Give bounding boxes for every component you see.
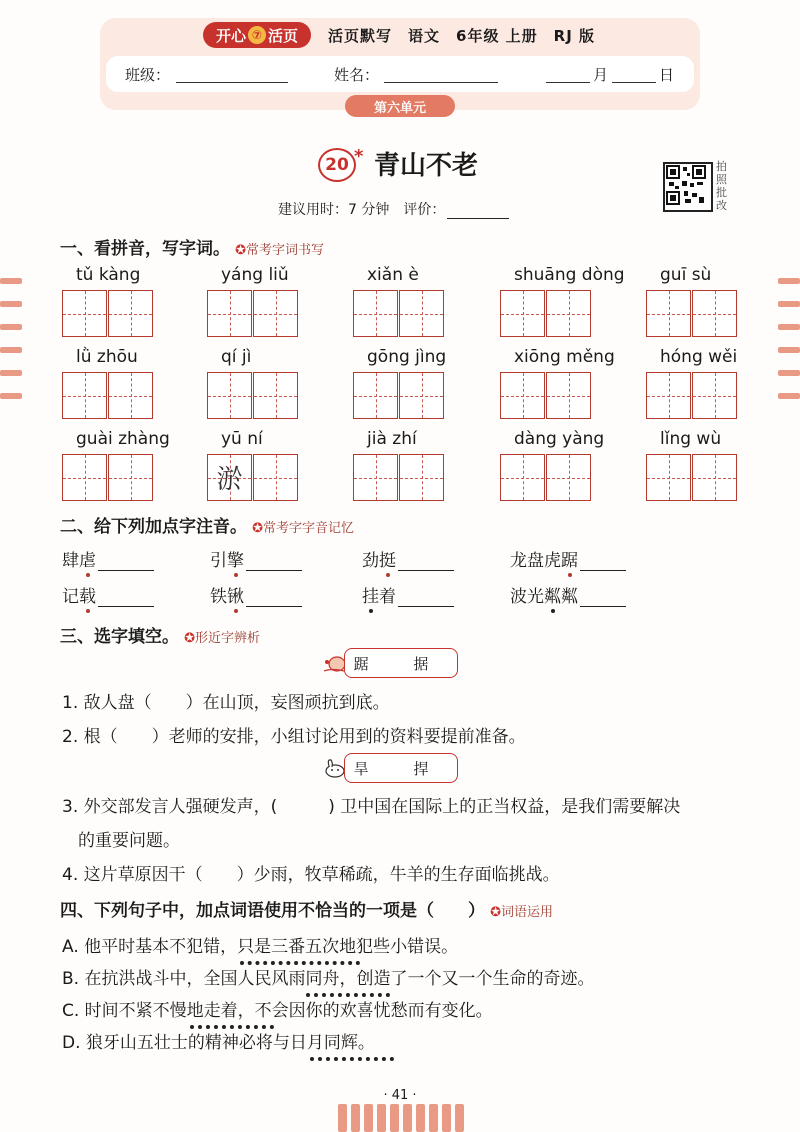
character-box[interactable]	[546, 454, 591, 501]
character-box-text	[109, 373, 152, 418]
pinyin-label: dàng yàng	[514, 429, 605, 449]
pinyin-label: guài zhàng	[76, 429, 170, 449]
character-box-text	[501, 373, 544, 418]
character-box-text	[208, 291, 251, 336]
question-1: 1. 敌人盘（ ）在山顶，妄图顽抗到底。	[62, 693, 390, 713]
qr-code-icon[interactable]	[663, 162, 713, 212]
pinyin-label: xiōng měng	[514, 347, 615, 367]
character-box[interactable]	[500, 454, 545, 501]
margin-bar	[0, 370, 22, 376]
character-box[interactable]	[62, 454, 107, 501]
lesson-star: *	[354, 146, 364, 167]
margin-bar	[0, 301, 22, 307]
dotted-character: 挂	[362, 587, 379, 607]
answer-blank[interactable]	[398, 590, 454, 607]
emphasis-dots-b	[306, 987, 390, 997]
section4-tag: ✪词语运用	[490, 905, 554, 920]
character-box[interactable]	[500, 290, 545, 337]
character-box-text	[693, 455, 736, 500]
character-box[interactable]	[207, 454, 252, 501]
footer-bar	[442, 1104, 451, 1132]
character-box-text	[354, 373, 397, 418]
pinyin-label: yáng liǔ	[221, 265, 289, 285]
character-box[interactable]	[108, 290, 153, 337]
section3-heading: 三、选字填空。 ✪形近字辨析	[60, 627, 261, 647]
pinyin-label: guī sù	[660, 265, 712, 285]
character-box[interactable]	[108, 454, 153, 501]
day-label: 日	[659, 66, 675, 84]
section4-heading: 四、下列句子中，加点词语使用不恰当的一项是（ ） ✪词语运用	[60, 901, 554, 921]
option-c[interactable]: C. 时间不紧不慢地走着，不会因你的欢喜忧愁而有变化。	[62, 1001, 493, 1021]
footer-bar	[416, 1104, 425, 1132]
character-box-text	[547, 373, 590, 418]
character-box-text	[693, 291, 736, 336]
answer-blank[interactable]	[246, 554, 302, 571]
section3-tag: ✪形近字辨析	[184, 631, 261, 646]
character-box[interactable]	[546, 290, 591, 337]
character-box-text	[109, 291, 152, 336]
margin-bar	[0, 324, 22, 330]
character-box-text: 淤	[216, 465, 243, 495]
character-box-text	[109, 455, 152, 500]
tag-bullet-icon: ✪	[490, 905, 501, 920]
footer-bar	[429, 1104, 438, 1132]
character-box-text	[63, 291, 106, 336]
day-field[interactable]	[612, 64, 656, 83]
section1-heading: 一、看拼音，写字词。 ✪常考字词书写	[60, 239, 325, 259]
character-box-text	[400, 291, 443, 336]
margin-bar	[778, 347, 800, 353]
brand-badge-icon: ⑦	[248, 26, 266, 44]
brand-logo: 开心 ⑦ 活页	[203, 22, 311, 48]
name-field[interactable]	[384, 64, 498, 83]
tag-bullet-icon: ✪	[235, 243, 246, 258]
option-b[interactable]: B. 在抗洪战斗中，全国人民风雨同舟，创造了一个又一个生命的奇迹。	[62, 969, 595, 989]
option-a[interactable]: A. 他平时基本不犯错，只是三番五次地犯些小错误。	[62, 937, 459, 957]
character-box[interactable]	[692, 454, 737, 501]
character-box[interactable]	[253, 290, 298, 337]
question-4: 4. 这片草原因干（ ）少雨，牧草稀疏，牛羊的生存面临挑战。	[62, 865, 560, 885]
character-box-text	[547, 455, 590, 500]
answer-blank[interactable]	[98, 590, 154, 607]
question-3: 3. 外交部发言人强硬发声，( ) 卫中国在国际上的正当权益，是我们需要解决	[62, 797, 681, 817]
pinyin-label: yū ní	[221, 429, 263, 449]
pinyin-label: lǜ zhōu	[76, 347, 138, 367]
margin-bar	[0, 347, 22, 353]
pinyin-label: jià zhí	[367, 429, 417, 449]
character-box[interactable]	[207, 290, 252, 337]
footer-bar	[351, 1104, 360, 1132]
character-box-text	[400, 373, 443, 418]
dotted-character: 粼	[544, 587, 561, 607]
character-box-text	[208, 373, 251, 418]
character-box[interactable]	[108, 372, 153, 419]
character-box[interactable]	[399, 290, 444, 337]
character-box-text	[547, 291, 590, 336]
evaluation-field[interactable]	[447, 204, 509, 219]
unit-tag: 第六单元	[345, 95, 455, 117]
section2-heading: 二、给下列加点字注音。 ✪常考字字音记忆	[60, 517, 355, 537]
character-box-text	[354, 291, 397, 336]
margin-bar	[778, 324, 800, 330]
tag-bullet-icon: ✪	[252, 521, 263, 536]
phonetic-word: 挂着	[362, 582, 454, 607]
footer-bar	[403, 1104, 412, 1132]
month-label: 月	[593, 66, 609, 84]
character-box[interactable]	[646, 454, 691, 501]
choice-box-1: 踞 据	[344, 648, 458, 678]
month-field[interactable]	[546, 64, 590, 83]
margin-bar	[0, 393, 22, 399]
character-box-text	[501, 455, 544, 500]
margin-bar	[778, 370, 800, 376]
class-label: 班级：	[125, 66, 171, 84]
character-box-text	[63, 455, 106, 500]
character-box-text	[501, 291, 544, 336]
character-box[interactable]	[500, 372, 545, 419]
character-box-text	[254, 455, 297, 500]
answer-blank[interactable]	[246, 590, 302, 607]
margin-bar	[778, 301, 800, 307]
page-number: · 41 ·	[383, 1088, 417, 1103]
dotted-character: 挺	[379, 551, 396, 571]
character-box[interactable]	[399, 454, 444, 501]
timing-line: 建议用时：7 分钟 评价：	[278, 199, 509, 219]
dotted-character: 踞	[561, 551, 578, 571]
emphasis-dots-d	[310, 1051, 394, 1061]
dotted-character: 擎	[227, 551, 244, 571]
dotted-character: 载	[79, 587, 96, 607]
lesson-number-badge: 20	[318, 148, 356, 182]
emphasis-dots-c	[190, 1019, 274, 1029]
character-box-text	[254, 373, 297, 418]
pinyin-label: gōng jìng	[367, 347, 447, 367]
phonetic-word: 引擎	[210, 546, 302, 571]
pinyin-label: xiǎn è	[367, 265, 419, 285]
lesson-title: 青山不老	[374, 151, 479, 181]
character-box[interactable]	[692, 290, 737, 337]
character-box-text	[693, 373, 736, 418]
phonetic-word: 劲挺	[362, 546, 454, 571]
emphasis-dots-a	[240, 955, 360, 965]
margin-bar	[778, 278, 800, 284]
character-box-text	[254, 291, 297, 336]
character-box[interactable]	[692, 372, 737, 419]
character-box-text	[400, 455, 443, 500]
dotted-character: 虐	[79, 551, 96, 571]
answer-blank[interactable]	[98, 554, 154, 571]
name-label: 姓名：	[334, 66, 380, 84]
character-box-text	[647, 373, 690, 418]
footer-bar	[377, 1104, 386, 1132]
answer-blank[interactable]	[580, 554, 626, 571]
character-box[interactable]	[399, 372, 444, 419]
header-subtitle: 活页默写 语文 6年级 上册 RJ 版	[328, 27, 596, 45]
pinyin-label: tǔ kàng	[76, 265, 141, 285]
character-box[interactable]	[253, 372, 298, 419]
qr-label: 拍照批改	[716, 160, 727, 212]
pinyin-label: lǐng wù	[660, 429, 722, 449]
footer-bar	[390, 1104, 399, 1132]
pinyin-label: qí jì	[221, 347, 252, 367]
section2-tag: ✪常考字字音记忆	[252, 521, 355, 536]
phonetic-word: 铁锹	[210, 582, 302, 607]
phonetic-word: 记载	[62, 582, 154, 607]
question-3-continued: 的重要问题。	[78, 831, 180, 851]
margin-bar	[778, 393, 800, 399]
question-2: 2. 根（ ）老师的安排，小组讨论用到的资料要提前准备。	[62, 727, 526, 747]
phonetic-word: 龙盘虎踞	[510, 546, 626, 571]
section1-tag: ✪常考字词书写	[235, 243, 325, 258]
choice-box-2: 旱 捍	[344, 753, 458, 783]
character-box[interactable]	[546, 372, 591, 419]
phonetic-word: 波光粼粼	[510, 582, 626, 607]
footer-bar	[338, 1104, 347, 1132]
option-d[interactable]: D. 狼牙山五壮士的精神必将与日月同辉。	[62, 1033, 375, 1053]
character-box[interactable]	[62, 290, 107, 337]
character-box[interactable]	[353, 290, 398, 337]
character-box-text	[354, 455, 397, 500]
answer-blank[interactable]	[398, 554, 454, 571]
character-box[interactable]	[646, 290, 691, 337]
character-box[interactable]	[253, 454, 298, 501]
class-field[interactable]	[176, 64, 288, 83]
character-box[interactable]	[353, 372, 398, 419]
character-box[interactable]	[646, 372, 691, 419]
pinyin-label: shuāng dòng	[514, 265, 625, 285]
character-box-text	[63, 373, 106, 418]
character-box[interactable]	[353, 454, 398, 501]
character-box-text	[647, 291, 690, 336]
character-box[interactable]	[207, 372, 252, 419]
tag-bullet-icon: ✪	[184, 631, 195, 646]
pinyin-label: hóng wěi	[660, 347, 738, 367]
margin-bar	[0, 278, 22, 284]
phonetic-word: 肆虐	[62, 546, 154, 571]
dotted-character: 锹	[227, 587, 244, 607]
footer-bar	[455, 1104, 464, 1132]
footer-bar	[364, 1104, 373, 1132]
answer-blank[interactable]	[580, 590, 626, 607]
character-box[interactable]	[62, 372, 107, 419]
character-box-text	[647, 455, 690, 500]
